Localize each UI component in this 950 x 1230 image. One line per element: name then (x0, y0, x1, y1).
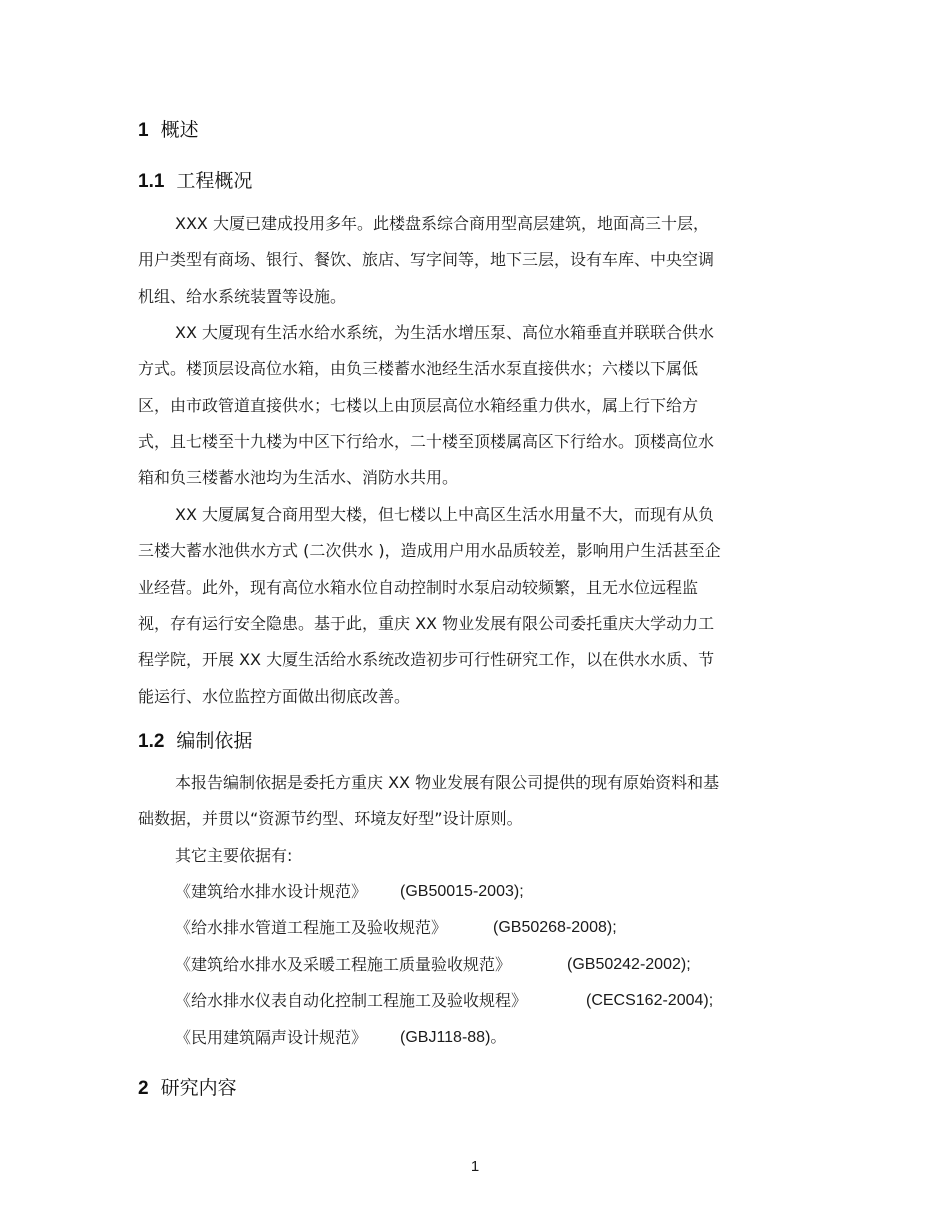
section-title: 编制依据 (176, 730, 253, 752)
reference-item (175, 1027, 507, 1049)
reference-title: 《给水排水仪表自动化控制工程施工及验收规程》 (175, 991, 528, 1010)
reference-item (175, 990, 714, 1012)
section-heading-1 (138, 117, 199, 144)
paragraph-line: 础数据，并贯以“资源节约型、环境友好型”设计原则。 (138, 809, 523, 828)
section-heading-1-2 (138, 728, 252, 755)
paragraph-line: 三楼大蓄水池供水方式 (二次供水 )，造成用户用水品质较差，影响用户生活甚至企 (138, 541, 721, 560)
reference-item (175, 954, 691, 976)
reference-code: (CECS162-2004); (586, 992, 714, 1009)
reference-title: 《建筑给水排水及采暖工程施工质量验收规范》 (175, 955, 512, 974)
paragraph-line: 能运行、水位监控方面做出彻底改善。 (138, 687, 411, 706)
paragraph-line: 方式。楼顶层设高位水箱，由负三楼蓄水池经生活水泵直接供水；六楼以下属低 (138, 359, 699, 378)
paragraph-line: 业经营。此外，现有高位水箱水位自动控制时水泵启动较频繁，且无水位远程监 (138, 578, 699, 597)
paragraph-line: 用户类型有商场、银行、餐饮、旅店、写字间等，地下三层，设有车库、中央空调 (138, 250, 715, 269)
reference-title: 《建筑给水排水设计规范》 (175, 882, 368, 901)
paragraph-line: 其它主要依据有: (175, 846, 293, 865)
paragraph-line: 程学院，开展 XX 大厦生活给水系统改造初步可行性研究工作，以在供水水质、节 (138, 650, 715, 669)
section-number: 2 (138, 1078, 149, 1099)
reference-code: (GB50015-2003); (400, 883, 524, 900)
section-number: 1.2 (138, 731, 165, 752)
paragraph-line: 机组、给水系统装置等设施。 (138, 287, 347, 306)
paragraph-line: 本报告编制依据是委托方重庆 XX 物业发展有限公司提供的现有原始资料和基 (175, 773, 720, 792)
section-title: 研究内容 (160, 1077, 237, 1099)
reference-code: (GB50268-2008); (493, 919, 617, 936)
reference-code: (GBJ118-88)。 (400, 1029, 507, 1046)
paragraph-line: 箱和负三楼蓄水池均为生活水、消防水共用。 (138, 468, 459, 487)
section-number: 1.1 (138, 171, 165, 192)
paragraph-line: XXX 大厦已建成投用多年。此楼盘系综合商用型高层建筑，地面高三十层， (175, 214, 709, 233)
section-title: 概述 (160, 119, 199, 141)
section-heading-2 (138, 1075, 237, 1102)
paragraph-line: XX 大厦属复合商用型大楼，但七楼以上中高区生活水用量不大，而现有从负 (175, 505, 715, 524)
reference-item (175, 917, 617, 939)
reference-item (175, 881, 524, 903)
section-title: 工程概况 (176, 170, 253, 192)
section-heading-1-1 (138, 168, 252, 195)
reference-code: (GB50242-2002); (567, 956, 691, 973)
reference-title: 《民用建筑隔声设计规范》 (175, 1028, 368, 1047)
paragraph-line: 式，且七楼至十九楼为中区下行给水，二十楼至顶楼属高区下行给水。顶楼高位水 (138, 432, 715, 451)
page-number: 1 (470, 1158, 480, 1175)
paragraph-line: 区，由市政管道直接供水；七楼以上由顶层高位水箱经重力供水，属上行下给方 (138, 396, 699, 415)
paragraph-line: XX 大厦现有生活水给水系统，为生活水增压泵、高位水箱垂直并联联合供水 (175, 323, 715, 342)
reference-title: 《给水排水管道工程施工及验收规范》 (175, 918, 448, 937)
section-number: 1 (138, 120, 149, 141)
paragraph-line: 视，存有运行安全隐患。基于此，重庆 XX 物业发展有限公司委托重庆大学动力工 (138, 614, 715, 633)
